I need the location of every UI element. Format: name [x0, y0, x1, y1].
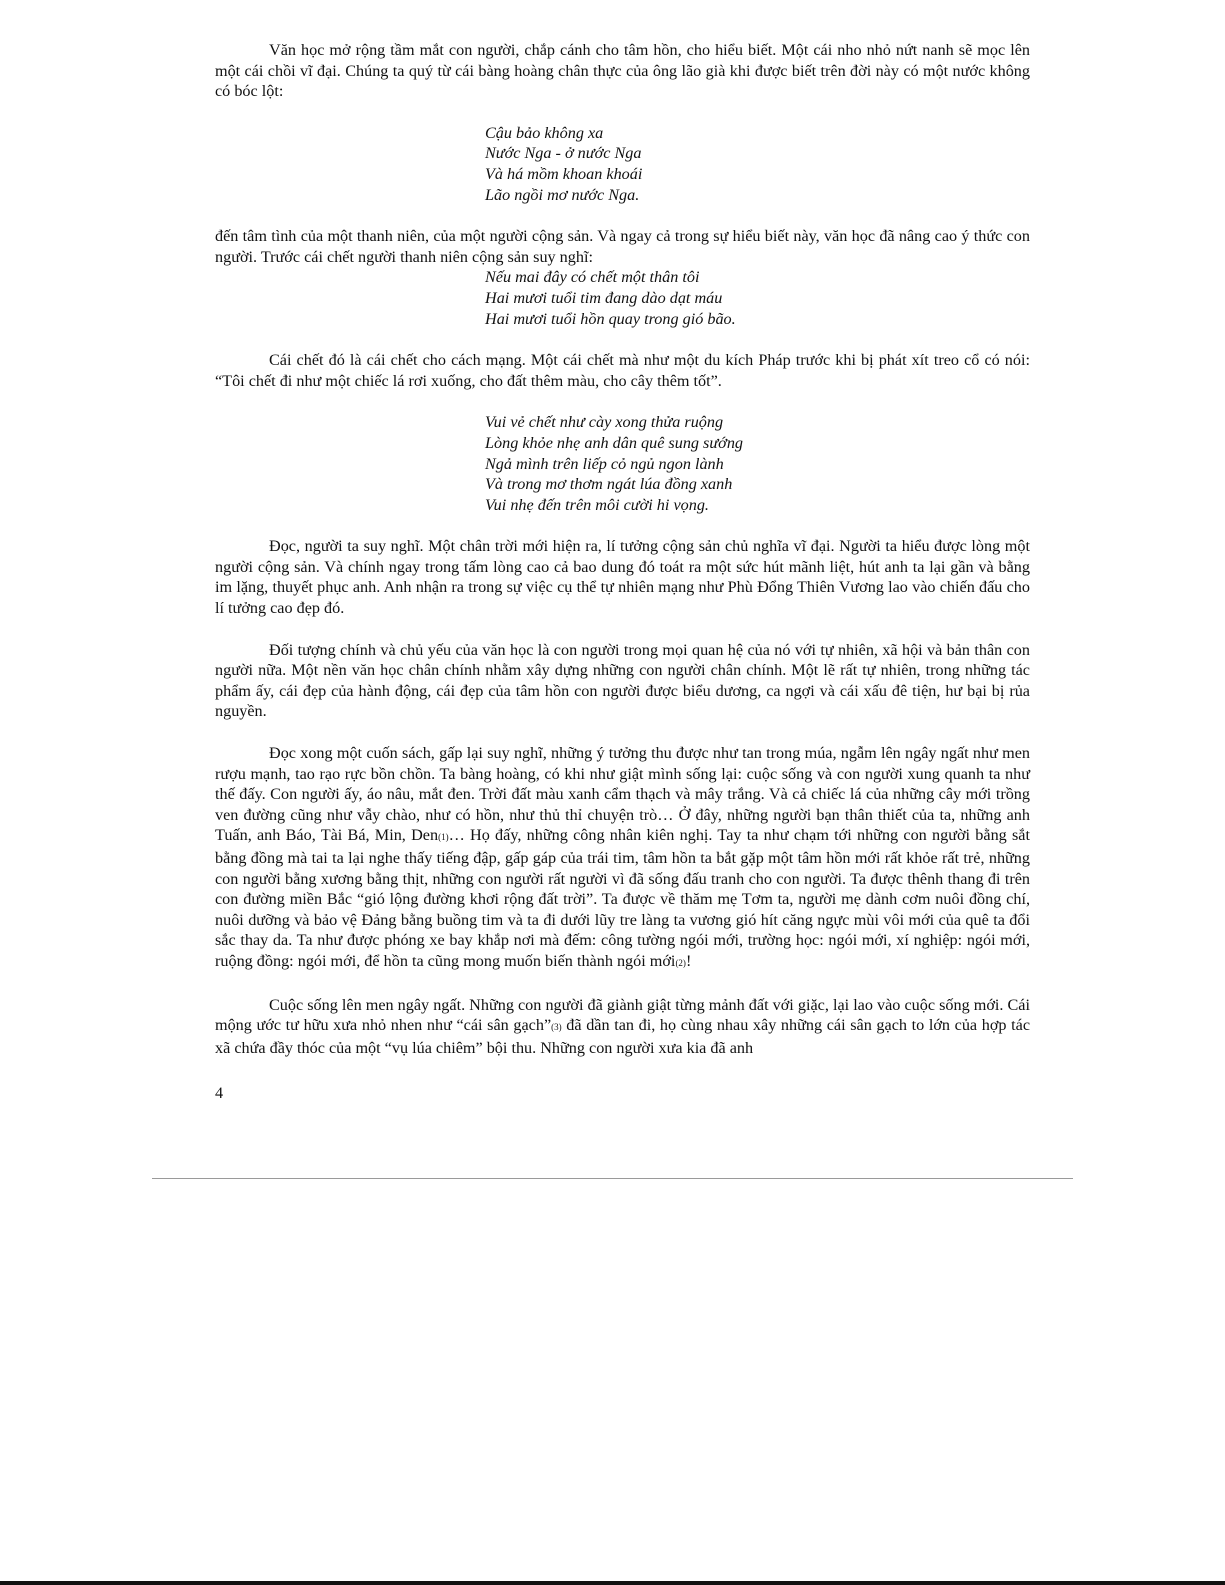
page-number: 4 — [215, 1084, 224, 1102]
spacer — [215, 619, 1030, 640]
paragraph-text: ! — [685, 951, 692, 970]
footnote-marker[interactable]: (3) — [551, 1022, 562, 1033]
poem-line: Và trong mơ thơm ngát lúa đồng xanh — [485, 475, 733, 494]
page-separator — [152, 1178, 1073, 1179]
spacer — [215, 205, 1030, 226]
poem-line: Nếu mai đây có chết một thân tôi — [485, 268, 700, 287]
poem-line: Vui nhẹ đến trên môi cười hi vọng. — [485, 495, 709, 514]
document-page — [215, 40, 1030, 1058]
footnote-marker[interactable]: (1) — [438, 832, 449, 843]
poem-line: Ngả mình trên liếp cỏ ngủ ngon lành — [485, 454, 724, 473]
paragraph: Đọc, người ta suy nghĩ. Một chân trời mới hiện ra, lí tưởng cộng sản chủ nghĩa vĩ đại. Người ta hiểu được lòng một người cộng sản. Và chính ngay trong tấm lòng cao cả bao dung đó toát ra một sức hút mãnh liệt, hút anh ta lại gần và bằng im lặng, thuyết phục anh. Anh nhận ra trong sự việc cụ thể tự nhiên mạng như Phù Đổng Thiên Vương lao vào chiến đấu cho lí tưởng cao đẹp đó. — [215, 537, 1030, 618]
paragraph: Đối tượng chính và chủ yếu của văn học là con người trong mọi quan hệ của nó với tự nhiên, xã hội và bản thân con người nữa. Một nền văn học chân chính nhằm xây dựng những con người chân chính. Một lẽ rất tự nhiên, trong những tác phẩm ấy, cái đẹp của hành động, cái đẹp của tâm hồn con người được biểu dương, ca ngợi và cái xấu đê tiện, hư bại bị rủa nguyền. — [215, 640, 1030, 721]
spacer — [215, 974, 1030, 995]
poem-line: Vui vẻ chết như cày xong thửa ruộng — [485, 413, 724, 432]
paragraph — [215, 743, 1030, 974]
spacer — [215, 391, 1030, 412]
poem-line: Lòng khỏe nhẹ anh dân quê sung sướng — [485, 433, 744, 452]
paragraph: đến tâm tình của một thanh niên, của một người cộng sản. Và ngay cả trong sự hiểu biết này, văn học đã nâng cao ý thức con người. Trước cái chết người thanh niên cộng sản suy nghĩ: — [215, 227, 1030, 266]
poem-line: Hai mươi tuổi hồn quay trong gió bão. — [485, 309, 736, 328]
poem-line: Hai mươi tuổi tim đang dào dạt máu — [485, 288, 723, 307]
paragraph-text: Cuộc sống lên men ngây ngất. Những con người đã giành giật từng mảnh đất với giặc, lại lao vào cuộc sống mới. Cái mộng ước tư hữu xưa nhỏ nhen như “cái sân gạch” — [215, 995, 1030, 1035]
poem-stanza — [485, 123, 1030, 205]
paragraph-text: đã dần tan đi, họ cùng nhau xây những cái sân gạch to lớn của hợp tác xã chứa đầy thóc của một “vụ lúa chiêm” bội thu. Những con người xưa kia đã anh — [215, 1016, 1030, 1057]
poem-line: Và há mồm khoan khoái — [485, 164, 643, 183]
spacer — [215, 329, 1030, 350]
paragraph: Cái chết đó là cái chết cho cách mạng. Một cái chết mà như một du kích Pháp trước khi bị phát xít treo cổ có nói: “Tôi chết đi như một chiếc lá rơi xuống, cho đất thêm màu, cho cây thêm tốt”. — [215, 351, 1030, 390]
poem-stanza — [485, 267, 1030, 329]
poem-line: Cậu bảo không xa — [485, 123, 604, 142]
spacer — [215, 102, 1030, 123]
paragraph-text: … Họ đấy, những công nhân kiên nghị. Tay ta như chạm tới những con người bằng sắt bằng đồng mà tai ta lại nghe thấy tiếng đập, gấp gáp của trái tim, tâm hồn ta bắt gặp một tâm hồn mới rất khỏe rất trẻ, những con người bằng xương bằng thịt, những con người rất người vì đã sống đấu tranh cho con người. Ta được thênh thang đi trên con đường miền Bắc “gió lộng đường khơi rộng đất trời”. Ta được về thăm mẹ Tơm ta, người mẹ dành cơm nuôi đồng chí, nuôi dưỡng và bảo vệ Đảng bằng buồng tim và ta đi dưới lũy tre làng ta vương gió hít căng ngực mùi vôi mới của quê ta đổi sắc thay da. Ta như được phóng xe bay khắp nơi mà đếm: công tường ngói mới, trường học: ngói mới, xí nghiệp: ngói mới, ruộng đồng: ngói mới, để hồn ta cũng mong muốn biến thành ngói mới — [215, 826, 1030, 970]
poem-line: Lão ngồi mơ nước Nga. — [485, 185, 640, 204]
spacer — [215, 722, 1030, 743]
poem-line: Nước Nga - ở nước Nga — [485, 144, 642, 163]
footnote-marker[interactable]: (2) — [675, 957, 686, 968]
paragraph — [215, 995, 1030, 1059]
paragraph-text: Đọc xong một cuốn sách, gấp lại suy nghĩ, những ý tưởng thu được như tan trong múa, ngẫm lên ngây ngất như men rượu mạnh, tao rạo rực bồn chồn. Ta bàng hoàng, có khi như giật mình sống lại: cuộc sống và con người xung quanh ta như thế đấy. Con người ấy, áo nâu, mắt đen. Trời đất màu xanh cẩm thạch và mây trắng. Và cả chiếc lá của những cây mới trồng ven đường cũng như vẫy chào, như có hồn, như thủ thỉ chuyện trò… Ở đây, những người bạn thân thiết của ta, những anh Tuấn, anh Báo, Tài Bá, Min, Den — [215, 744, 1030, 845]
paragraph: Văn học mở rộng tầm mắt con người, chắp cánh cho tâm hồn, cho hiểu biết. Một cái nho nhỏ nứt nanh sẽ mọc lên một cái chồi vĩ đại. Chúng ta quý từ cái bàng hoàng chân thực của ông lão già khi được biết trên đời này có một nước không có bóc lột: — [215, 41, 1030, 101]
bottom-border — [0, 1581, 1225, 1585]
spacer — [215, 515, 1030, 536]
poem-stanza — [485, 412, 1030, 515]
